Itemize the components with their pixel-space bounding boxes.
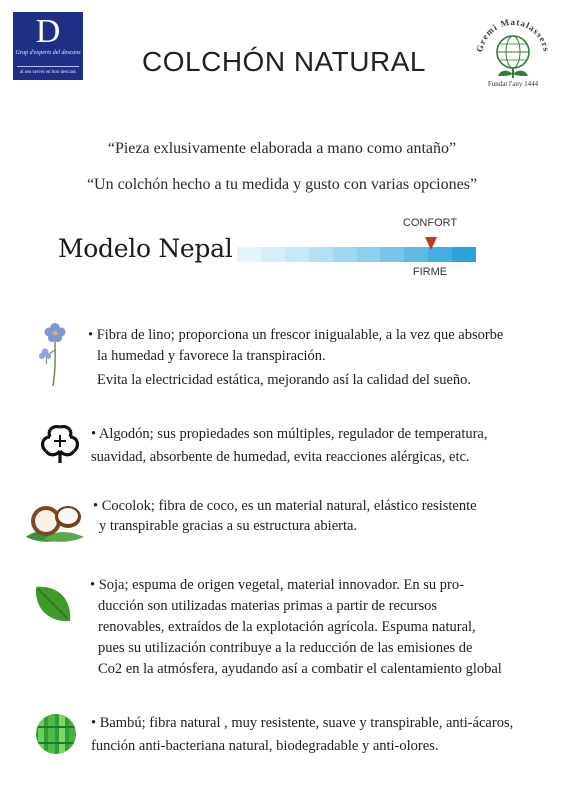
feature-coco-line-1: • Cocolok; fibra de coco, es un material natural, elástico resistente: [93, 498, 477, 514]
logo-subline: al seu servei en bon descans: [19, 70, 77, 75]
model-name: Modelo Nepal: [58, 234, 233, 263]
scale-segment: [261, 247, 285, 262]
feature-soja: [90, 575, 502, 680]
feature-linen: [88, 325, 503, 391]
feature-linen-line-1: • Fibra de lino; proporciona un frescor inigualable, a la vez que absorbe: [88, 327, 504, 343]
feature-cotton-line-1: • Algodón; sus propiedades son múltiples, regulador de temperatura,: [91, 426, 488, 442]
feature-bambu: [91, 713, 513, 757]
scale-segment: [309, 247, 333, 262]
coconut-icon: [24, 497, 86, 543]
feature-coco: [93, 496, 477, 537]
feature-soja-line-3: renovables, extraídos de la explotación agrícola. Espuma natural,: [98, 619, 476, 635]
scale-segment: [285, 247, 309, 262]
firmness-marker-icon: [425, 237, 437, 250]
seal-founded-text: Fundat l'any 1444: [487, 80, 539, 88]
leaf-icon: [32, 583, 74, 625]
scale-segment: [237, 247, 261, 262]
firmness-scale-bar: [237, 247, 476, 262]
company-logo: [13, 12, 83, 80]
scale-segment: [452, 247, 476, 262]
logo-letter: D: [35, 13, 61, 50]
feature-linen-line-2: la humedad y favorece la transpiración.: [97, 348, 326, 364]
seal-arc-text: Gremi Matalassers: [474, 16, 552, 53]
feature-coco-line-2: y transpirable gracias a su estructura abierta.: [99, 518, 358, 534]
feature-soja-line-2: ducción son utilizadas materias primas a partir de recursos: [98, 598, 438, 614]
scale-segment: [357, 247, 381, 262]
feature-cotton-line-2: suavidad, absorbente de humedad, evita reacciones alérgicas, etc.: [91, 449, 470, 465]
feature-cotton: [91, 424, 488, 468]
feature-soja-line-1: • Soja; espuma de origen vegetal, material innovador. En su pro-: [90, 577, 464, 593]
logo-divider: [17, 66, 79, 67]
quote-custom: “Un colchón hecho a tu medida y gusto con varias opciones”: [86, 176, 478, 193]
logo-tagline: Grup d'experts del descans: [15, 50, 81, 56]
flax-flower-icon: [37, 318, 73, 388]
bamboo-icon: [34, 712, 78, 756]
scale-label-confort: CONFORT: [402, 217, 458, 229]
feature-bambu-line-2: función anti-bacteriana natural, biodegradable y anti-olores.: [91, 738, 439, 754]
cotton-boll-icon: [37, 421, 83, 467]
scale-segment: [380, 247, 404, 262]
quote-handmade: “Pieza exlusivamente elaborada a mano como antaño”: [107, 140, 457, 157]
feature-linen-line-3: Evita la electricidad estática, mejorando así la calidad del sueño.: [97, 372, 472, 388]
scale-segment: [333, 247, 357, 262]
feature-soja-line-5: Co2 en la atmósfera, ayudando así a combatir el calentamiento global: [98, 661, 502, 677]
scale-label-firme: FIRME: [412, 266, 448, 278]
feature-soja-line-4: pues su utilización contribuye a la reducción de las emisiones de: [98, 640, 473, 656]
feature-bambu-line-1: • Bambú; fibra natural , muy resistente, suave y transpirable, anti-ácaros,: [91, 715, 514, 731]
page-title: COLCHÓN NATURAL: [142, 46, 426, 77]
